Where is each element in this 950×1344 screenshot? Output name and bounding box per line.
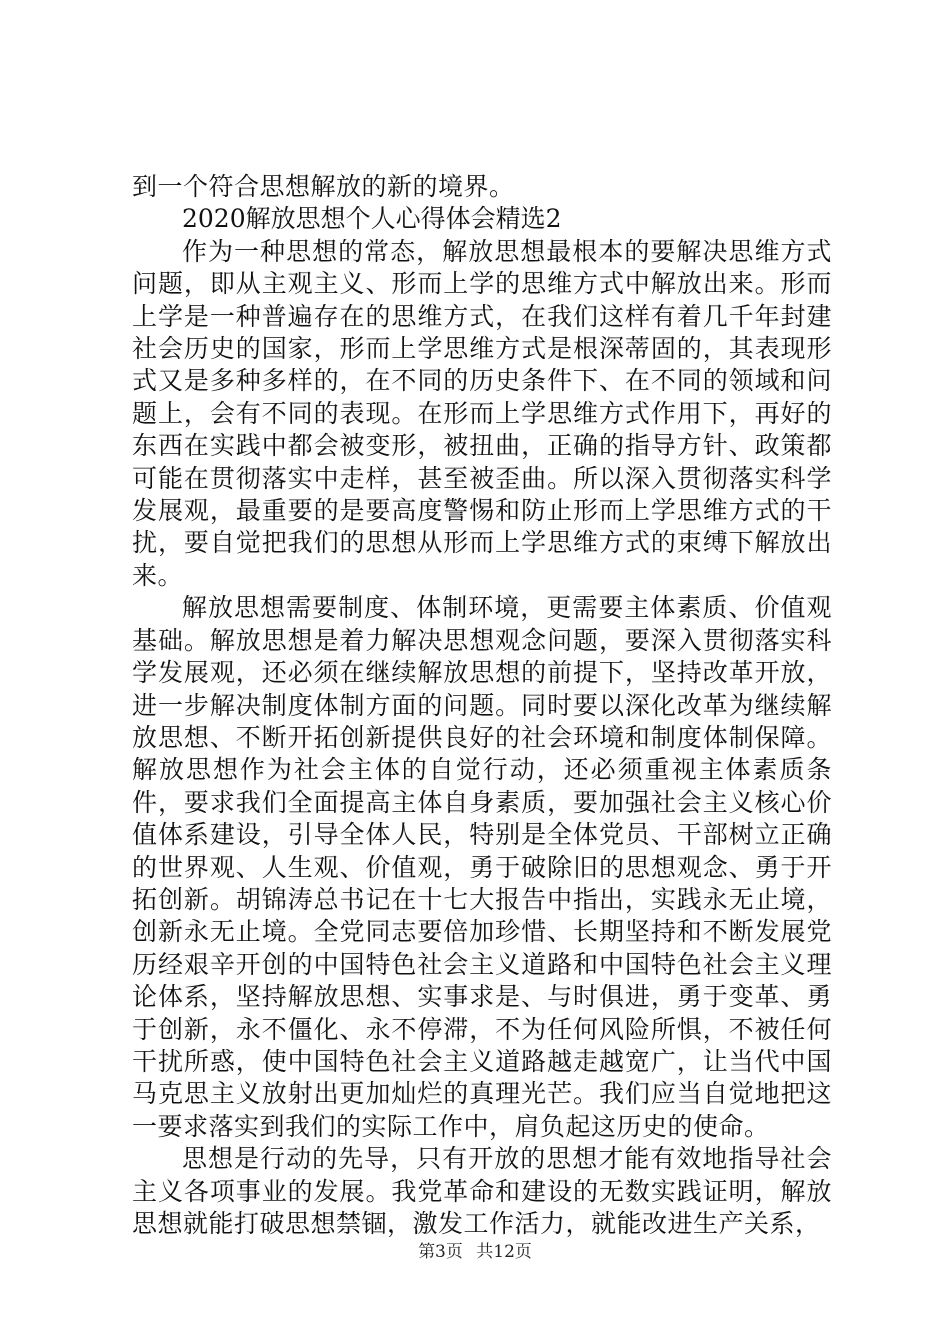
document-body — [132, 171, 832, 1240]
section-heading: 2020解放思想个人心得体会精选2 — [182, 204, 562, 234]
continuation-paragraph: 到一个符合思想解放的新的境界。 — [132, 172, 515, 201]
body-paragraph-2: 解放思想需要制度、体制环境，更需要主体素质、价值观基础。解放思想是着力解决思想观念问题，要深入贯彻落实科学发展观，还必须在继续解放思想的前提下，坚持改革开放，进一步解决制度体制方面的问题。同时要以深化改革为继续解放思想、不断开拓创新提供良好的社会环境和制度体制保障。解放思想作为社会主体的自觉行动，还必须重视主体素质条件，要求我们全面提高主体自身素质，要加强社会主义核心价值体系建设，引导全体人民，特别是全体党员、干部树立正确的世界观、人生观、价值观，勇于破除旧的思想观念、勇于开拓创新。胡锦涛总书记在十七大报告中指出，实践永无止境，创新永无止境。全党同志要倍加珍惜、长期坚持和不断发展党历经艰辛开创的中国特色社会主义道路和中国特色社会主义理论体系，坚持解放思想、实事求是、与时俱进，勇于变革、勇于创新，永不僵化、永不停滞，不为任何风险所惧，不被任何干扰所惑，使中国特色社会主义道路越走越宽广，让当代中国马克思主义放射出更加灿烂的真理光芒。我们应当自觉地把这一要求落实到我们的实际工作中，肩负起这历史的使命。 — [132, 593, 832, 1141]
page-number: 第3页 — [418, 1242, 463, 1262]
page-total: 共12页 — [476, 1242, 532, 1262]
body-paragraph-3: 思想是行动的先导，只有开放的思想才能有效地指导社会主义各项事业的发展。我党革命和建设的无数实践证明，解放思想就能打破思想禁锢，激发工作活力，就能改进生产关系， — [132, 1144, 832, 1238]
body-paragraph-1: 作为一种思想的常态，解放思想最根本的要解决思维方式问题，即从主观主义、形而上学的思维方式中解放出来。形而上学是一种普遍存在的思维方式，在我们这样有着几千年封建社会历史的国家，形而上学思维方式是根深蒂固的，其表现形式又是多种多样的，在不同的历史条件下、在不同的领域和问题上，会有不同的表现。在形而上学思维方式作用下，再好的东西在实践中都会被变形，被扭曲，正确的指导方针、政策都可能在贯彻落实中走样，甚至被歪曲。所以深入贯彻落实科学发展观，最重要的是要高度警惕和防止形而上学思维方式的干扰，要自觉把我们的思想从形而上学思维方式的束缚下解放出来。 — [132, 236, 832, 590]
page-footer — [0, 1242, 950, 1262]
